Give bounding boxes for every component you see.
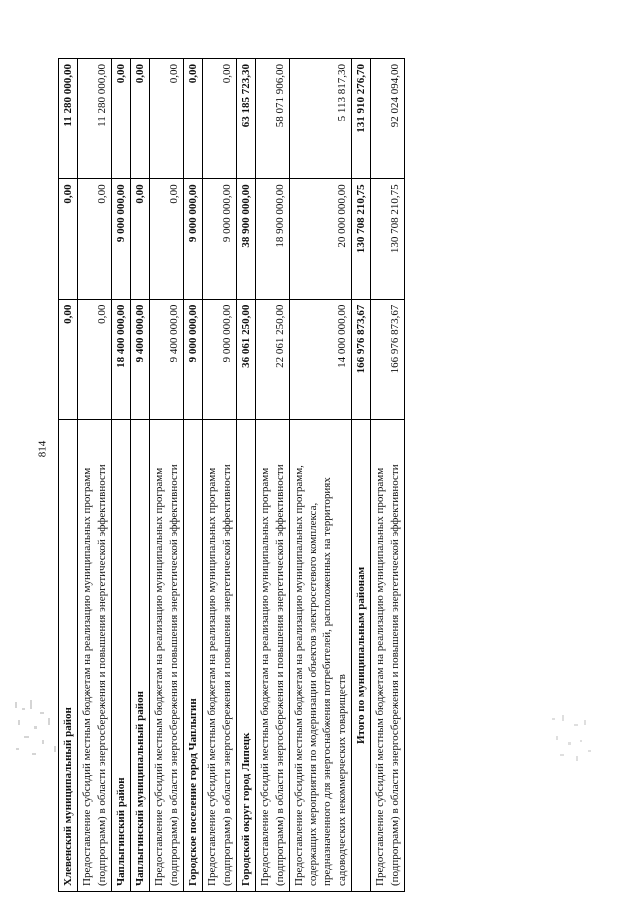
value-cell-3: 0,00 xyxy=(150,59,184,179)
scan-artifact xyxy=(10,698,65,760)
table-row xyxy=(150,59,184,892)
value-cell-2: 130 708 210,75 xyxy=(352,179,371,299)
row-name-cell: Предоставление субсидий местным бюджетам на реализацию муниципальных программ (подпрограмм) в области энергосбережения и повышения энергетической эффективности xyxy=(150,419,184,891)
row-name-cell: Предоставление субсидий местным бюджетам на реализацию муниципальных программ, содержащих мероприятия по модернизации объектов электросетевого комплекса, предназначенного для энергоснабжения потребителей, расположенных на территориях садоводческих некоммерческих товариществ xyxy=(289,419,351,891)
value-cell-1: 166 976 873,67 xyxy=(371,299,405,419)
row-name-cell: Хлевенский муниципальный район xyxy=(59,419,78,891)
row-name-cell: Чаплыгинский район xyxy=(111,419,130,891)
value-cell-1: 22 061 250,00 xyxy=(256,299,290,419)
value-cell-1: 9 000 000,00 xyxy=(184,299,203,419)
row-name-cell: Предоставление субсидий местным бюджетам на реализацию муниципальных программ (подпрограмм) в области энергосбережения и повышения энергетической эффективности xyxy=(371,419,405,891)
row-name-cell: Чаплыгинский муниципальный район xyxy=(131,419,150,891)
table-row xyxy=(78,59,112,892)
value-cell-1: 0,00 xyxy=(59,299,78,419)
value-cell-3: 131 910 276,70 xyxy=(352,59,371,179)
value-cell-3: 0,00 xyxy=(131,59,150,179)
row-name-cell: Городской округ город Липецк xyxy=(236,419,255,891)
value-cell-2: 9 000 000,00 xyxy=(184,179,203,299)
table-row xyxy=(236,59,255,892)
value-cell-3: 11 280 000,00 xyxy=(59,59,78,179)
value-cell-2: 38 900 000,00 xyxy=(236,179,255,299)
table-row xyxy=(289,59,351,892)
value-cell-3: 5 113 817,30 xyxy=(289,59,351,179)
table-row xyxy=(131,59,150,892)
value-cell-1: 9 400 000,00 xyxy=(131,299,150,419)
value-cell-1: 0,00 xyxy=(78,299,112,419)
value-cell-2: 9 000 000,00 xyxy=(111,179,130,299)
value-cell-2: 0,00 xyxy=(150,179,184,299)
row-name-cell: Предоставление субсидий местным бюджетам на реализацию муниципальных программ (подпрограмм) в области энергосбережения и повышения энергетической эффективности xyxy=(203,419,237,891)
value-cell-2: 0,00 xyxy=(78,179,112,299)
value-cell-1: 14 000 000,00 xyxy=(289,299,351,419)
value-cell-1: 9 400 000,00 xyxy=(150,299,184,419)
table-row xyxy=(59,59,78,892)
row-name-cell: Предоставление субсидий местным бюджетам на реализацию муниципальных программ (подпрограмм) в области энергосбережения и повышения энергетической эффективности xyxy=(256,419,290,891)
value-cell-3: 92 024 094,00 xyxy=(371,59,405,179)
row-name-cell: Городское поселение город Чаплыгин xyxy=(184,419,203,891)
table-row xyxy=(256,59,290,892)
value-cell-3: 0,00 xyxy=(203,59,237,179)
table-row xyxy=(371,59,405,892)
scan-artifact xyxy=(548,712,594,764)
table-row xyxy=(203,59,237,892)
page-number: 814 xyxy=(36,440,49,458)
value-cell-3: 11 280 000,00 xyxy=(78,59,112,179)
value-cell-2: 0,00 xyxy=(59,179,78,299)
value-cell-3: 0,00 xyxy=(184,59,203,179)
value-cell-2: 130 708 210,75 xyxy=(371,179,405,299)
value-cell-1: 166 976 873,67 xyxy=(352,299,371,419)
value-cell-1: 18 400 000,00 xyxy=(111,299,130,419)
rotated-table-container xyxy=(58,58,405,892)
table-row xyxy=(352,59,371,892)
value-cell-1: 36 061 250,00 xyxy=(236,299,255,419)
table-body xyxy=(59,59,405,892)
value-cell-1: 9 000 000,00 xyxy=(203,299,237,419)
row-name-cell: Предоставление субсидий местным бюджетам на реализацию муниципальных программ (подпрограмм) в области энергосбережения и повышения энергетической эффективности xyxy=(78,419,112,891)
value-cell-2: 0,00 xyxy=(131,179,150,299)
row-name-cell: Итого по муниципальным районам xyxy=(352,419,371,891)
table-row xyxy=(184,59,203,892)
value-cell-3: 63 185 723,30 xyxy=(236,59,255,179)
value-cell-3: 58 071 906,00 xyxy=(256,59,290,179)
value-cell-3: 0,00 xyxy=(111,59,130,179)
value-cell-2: 9 000 000,00 xyxy=(203,179,237,299)
subsidy-table xyxy=(58,58,405,892)
table-row xyxy=(111,59,130,892)
value-cell-2: 20 000 000,00 xyxy=(289,179,351,299)
value-cell-2: 18 900 000,00 xyxy=(256,179,290,299)
